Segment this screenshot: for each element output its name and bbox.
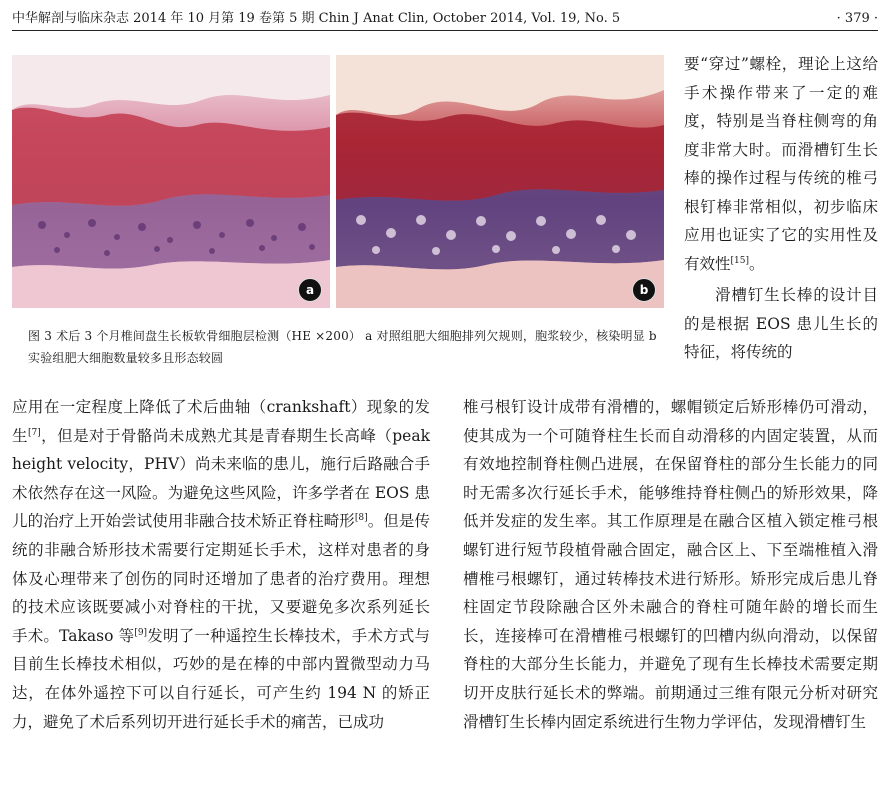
journal-citation: 中华解剖与临床杂志 2014 年 10 月第 19 卷第 5 期 Chin J Anat Clin, October 2014, Vol. 19, No. 5 [12, 11, 621, 26]
paragraph-text: 要“穿过”螺栓，理论上这给手术操作带来了一定的难度，特别是当脊柱侧弯的角度非常大时。而滑槽钉生长棒的操作过程与传统的椎弓根钉棒非常相似，初步临床应用也证实了它的实用性及有效性 [684, 55, 878, 273]
micrograph-panel-a [12, 55, 330, 308]
paragraph-end: 。 [749, 254, 765, 273]
panel-b-badge: b [632, 278, 656, 302]
right-column [463, 393, 878, 736]
citation-ref[interactable]: [8] [354, 513, 368, 524]
citation-ref[interactable]: [9] [134, 627, 148, 638]
caption-text: 图 3 术后 3 个月椎间盘生长板软骨细胞层检测（HE ×200） a 对照组肥大细胞排列欠规则，胞浆较少，核染明显 b 实验组肥大细胞数量较多且形态较圆 [28, 329, 657, 365]
left-column [12, 393, 430, 736]
panel-a-badge: a [298, 278, 322, 302]
micrograph-a-image [12, 55, 330, 308]
paragraph: 椎弓根钉设计成带有滑槽的，螺帽锁定后矫形棒仍可滑动，使其成为一个可随脊柱生长而自动滑移的内固定装置，从而有效地控制脊柱侧凸进展，在保留脊柱的部分生长能力的同时无需多次行延长手术，能够维持脊柱侧凸的矫形效果，降低并发症的发生率。其工作原理是在融合区植入锁定椎弓根螺钉进行短节段植骨融合固定，融合区上、下至端椎植入滑槽椎弓根螺钉，通过转棒技术进行矫形。矫形完成后患儿脊柱固定节段除融合区外未融合的脊柱可随年龄的增长而生长，连接棒可在滑槽椎弓根螺钉的凹槽内纵向滑动，以保留脊柱的大部分生长能力，并避免了现有生长棒技术需要定期切开皮肤行延长术的弊端。前期通过三维有限元分析对研究滑槽钉生长棒内固定系统进行生物力学评估，发现滑槽钉生 [463, 398, 878, 731]
paragraph [12, 393, 430, 736]
citation-ref[interactable]: [15] [730, 255, 749, 266]
running-header [12, 10, 878, 32]
text-run: 发明了一种遥控生长棒技术，手术方式与目前生长棒技术相似，巧妙的是在棒的中部内置微型动力马达，在体外遥控下可以自行延长，可产生约 194 N 的矫正力，避免了术后系列切开进行延长手术的痛苦，已成功 [12, 626, 430, 731]
citation-ref[interactable]: [7] [27, 427, 41, 438]
text-run: ，但是对于骨骼尚未成熟尤其是青春期生长高峰（peak height velocity，PHV）尚未来临的患儿，施行后路融合手术依然存在这一风险。为避免这些风险，许多学者在 EOS 患儿的治疗上开始尝试使用非融合技术矫正脊柱畸形 [12, 426, 430, 531]
paragraph [684, 50, 878, 278]
right-column-top [684, 50, 878, 367]
header-rule [12, 30, 878, 31]
paragraph: 滑槽钉生长棒的设计目的是根据 EOS 患儿生长的特征，将传统的 [684, 286, 878, 361]
micrograph-panel-b [336, 55, 664, 308]
text-run: 。但是传统的非融合矫形技术需要行定期延长手术，这样对患者的身体及心理带来了创伤的同时还增加了患者的治疗费用。理想的技术应该既要减小对脊柱的干扰，又要避免多次系列延长手术。Takaso 等 [12, 512, 430, 645]
histology-figure [12, 55, 664, 310]
figure-caption [28, 325, 664, 369]
micrograph-b-image [336, 55, 664, 308]
text-run: 应用在一定程度上降低了术后曲轴（crankshaft）现象的发生 [12, 398, 430, 445]
page-number: · 379 · [836, 11, 878, 26]
